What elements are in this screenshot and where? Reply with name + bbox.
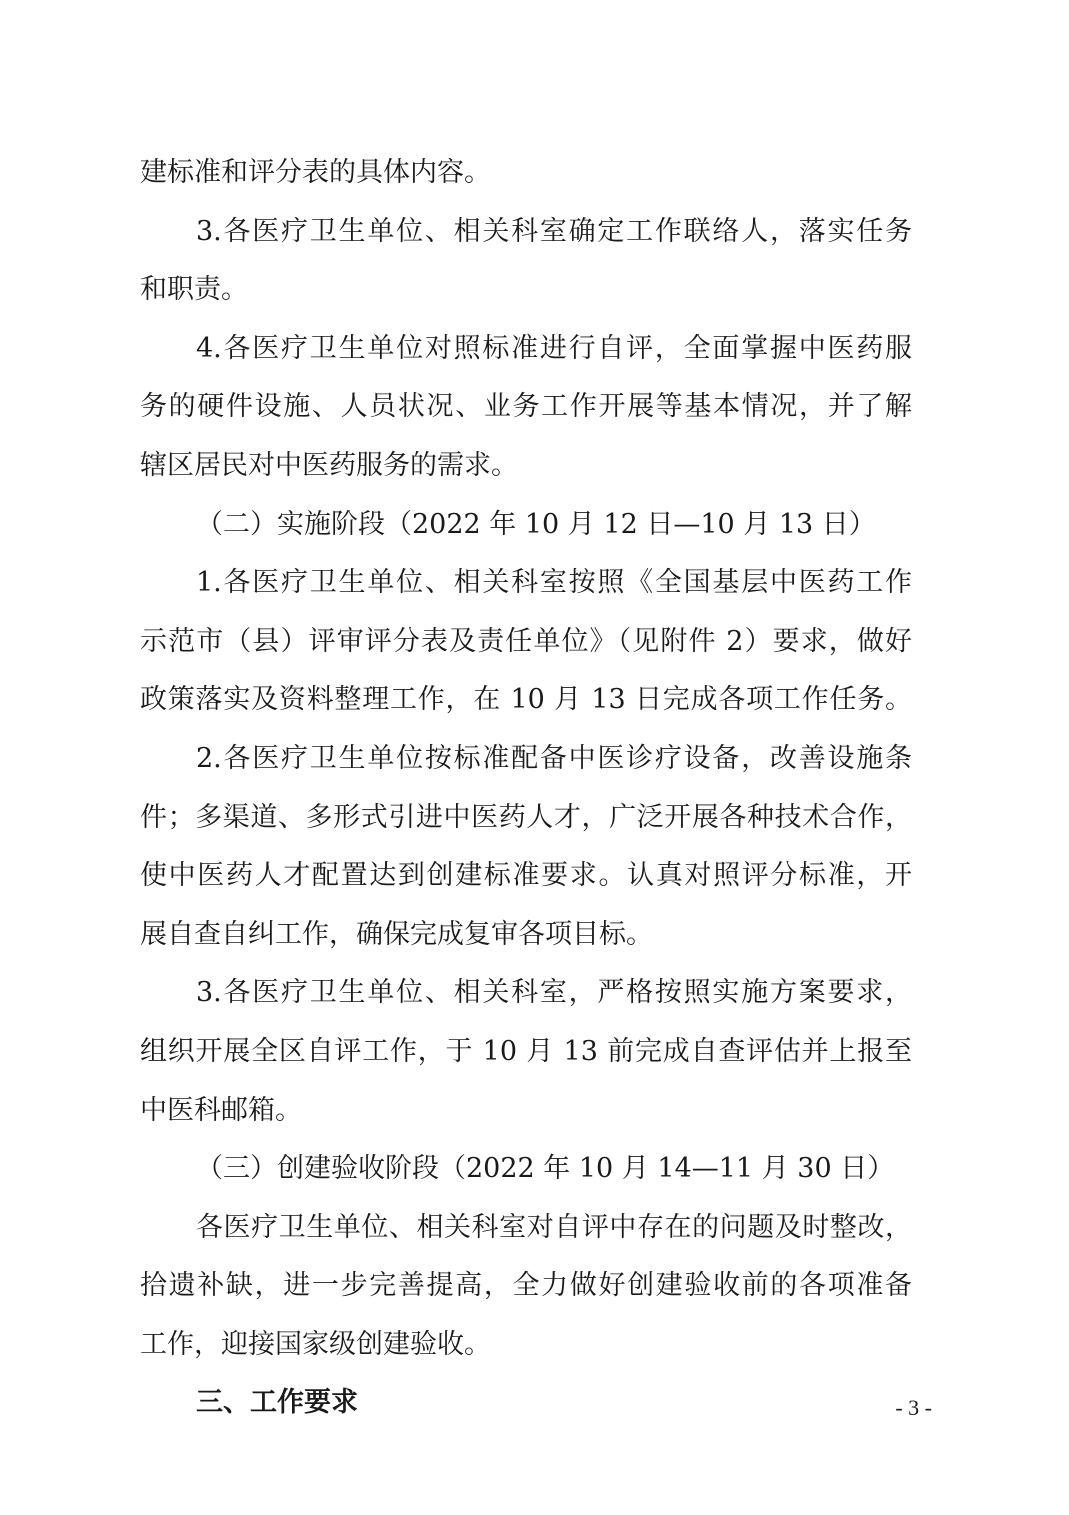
- text-line: 政策落实及资料整理工作，在 10 月 13 日完成各项工作任务。: [140, 684, 912, 716]
- text-line: 展自查自纠工作，确保完成复审各项目标。: [140, 918, 653, 950]
- chapter-heading: 三、工作要求: [196, 1387, 358, 1419]
- body-text: [140, 144, 912, 1433]
- text-line: 务的硬件设施、人员状况、业务工作开展等基本情况，并了解: [140, 391, 912, 423]
- section-heading: （三）创建验收阶段（2022 年 10 月 14—11 月 30 日）: [196, 1153, 895, 1185]
- text-line: 中医科邮箱。: [140, 1094, 302, 1126]
- text-line: 2.各医疗卫生单位按标准配备中医诊疗设备，改善设施条: [196, 742, 912, 774]
- text-line: 辖区居民对中医药服务的需求。: [140, 449, 518, 481]
- text-line: 各医疗卫生单位、相关科室对自评中存在的问题及时整改，: [196, 1211, 912, 1243]
- text-line: 1.各医疗卫生单位、相关科室按照《全国基层中医药工作: [196, 567, 912, 599]
- page-number: - 3 -: [895, 1395, 932, 1420]
- text-line: 3.各医疗卫生单位、相关科室确定工作联络人，落实任务: [196, 215, 912, 247]
- text-line: 组织开展全区自评工作，于 10 月 13 前完成自查评估并上报至: [140, 1035, 912, 1067]
- text-line: 工作，迎接国家级创建验收。: [140, 1328, 491, 1360]
- text-line: 4.各医疗卫生单位对照标准进行自评，全面掌握中医药服: [196, 332, 912, 364]
- text-line: 3.各医疗卫生单位、相关科室，严格按照实施方案要求，: [196, 977, 912, 1009]
- text-line: 使中医药人才配置达到创建标准要求。认真对照评分标准，开: [140, 860, 912, 892]
- text-line: 示范市（县）评审评分表及责任单位》（见附件 2）要求，做好: [140, 625, 912, 657]
- text-line: 和职责。: [140, 274, 248, 306]
- text-line: 建标准和评分表的具体内容。: [140, 157, 491, 188]
- text-line: 件；多渠道、多形式引进中医药人才，广泛开展各种技术合作，: [140, 801, 912, 833]
- text-line: 拾遗补缺，进一步完善提高，全力做好创建验收前的各项准备: [140, 1270, 912, 1302]
- section-heading: （二）实施阶段（2022 年 10 月 12 日—10 月 13 日）: [196, 508, 876, 540]
